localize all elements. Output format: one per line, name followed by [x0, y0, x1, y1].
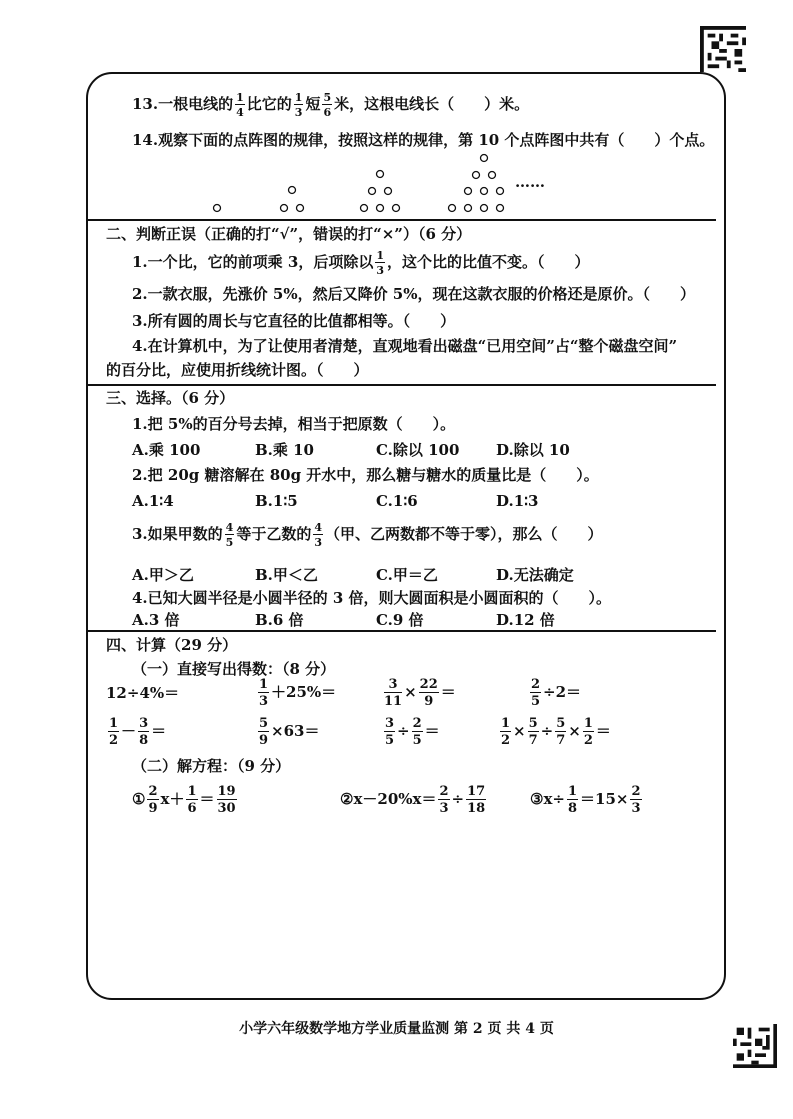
- subsection-direct-answers: （一）直接写出得数：（8 分）: [132, 660, 336, 678]
- choice-question-2: 2.把 20g 糖溶解在 80g 开水中，那么糖与糖水的质量比是（ ）。: [132, 466, 599, 484]
- fraction: $\frac{5}{7}$: [556, 716, 566, 748]
- dot: [497, 188, 504, 195]
- calc-r2-c2: $\frac{5}{9}$ ×63＝: [259, 716, 320, 748]
- equation-2: ②x－20%x＝ $\frac{2}{3}$ ÷ $\frac{17}{18}$: [340, 784, 486, 816]
- choice-3-option-d: D.无法确定: [496, 566, 574, 584]
- fraction: $\frac{2}{5}$: [531, 677, 541, 709]
- choice-1-option-b: B.乘 10: [255, 441, 314, 459]
- dot: [481, 205, 488, 212]
- choice-2-option-b: B.1∶5: [255, 492, 298, 510]
- dot: [473, 172, 480, 179]
- choice-question-3: 3.如果甲数的 $\frac{4}{5}$ 等于乙数的 $\frac{4}{3}$ （甲、乙两数都不等于零），那么（ ）: [132, 521, 603, 549]
- dot: [289, 187, 296, 194]
- choice-question-4: 4.已知大圆半径是小圆半径的 3 倍，则大圆面积是小圆面积的（ ）。: [132, 589, 612, 607]
- choice-question-1: 1.把 5%的百分号去掉，相当于把原数（ ）。: [132, 415, 456, 433]
- divider-3: [86, 630, 716, 632]
- judge-item-3: 3.所有圆的周长与它直径的比值都相等。（ ）: [132, 312, 456, 330]
- dot: [489, 172, 496, 179]
- dot: [465, 188, 472, 195]
- fraction: $\frac{3}{11}$: [384, 677, 403, 709]
- equation-1: ① $\frac{2}{9}$ x＋ $\frac{1}{6}$ ＝ $\frac{19}{30}$: [132, 784, 236, 816]
- question-13: 13.一根电线的 $\frac{1}{4}$ 比它的 $\frac{1}{3}$ 短 $\frac{5}{6}$ 米，这根电线长（ ）米。: [132, 91, 530, 119]
- fraction: $\frac{5}{9}$: [259, 716, 269, 748]
- dot: [481, 155, 488, 162]
- fraction: $\frac{5}{6}$: [323, 91, 332, 119]
- fraction: $\frac{1}{4}$: [236, 91, 244, 119]
- fraction: $\frac{3}{8}$: [139, 716, 149, 748]
- choice-3-option-a: A.甲＞乙: [132, 566, 194, 584]
- fraction: $\frac{4}{5}$: [225, 521, 234, 549]
- judge-item-2: 2.一款衣服，先涨价 5%，然后又降价 5%，现在这款衣服的价格还是原价。（ ）: [132, 285, 695, 303]
- fraction: $\frac{1}{2}$: [109, 716, 119, 748]
- dot: [377, 205, 384, 212]
- fraction: $\frac{22}{9}$: [419, 677, 438, 709]
- calc-r1-c3: $\frac{3}{11}$ × $\frac{22}{9}$ ＝: [384, 677, 456, 709]
- fraction: $\frac{5}{7}$: [528, 716, 538, 748]
- calc-r2-c3: $\frac{3}{5}$ ÷ $\frac{2}{5}$ ＝: [385, 716, 440, 748]
- fraction: $\frac{17}{18}$: [467, 784, 486, 816]
- fraction: $\frac{19}{30}$: [217, 784, 236, 816]
- dot-pattern-ellipsis: ……: [515, 173, 545, 191]
- dot-pattern-figures: [205, 150, 505, 220]
- judge-item-1: 1.一个比，它的前项乘 3，后项除以 $\frac{1}{3}$ ，这个比的比值不变。（ ）: [132, 249, 590, 277]
- page-footer: 小学六年级数学地方学业质量监测 第 2 页 共 4 页: [239, 1021, 554, 1037]
- qr-code-top: [700, 26, 746, 72]
- calc-r2-c1: $\frac{1}{2}$ － $\frac{3}{8}$ ＝: [109, 716, 167, 748]
- question-14: 14.观察下面的点阵图的规律，按照这样的规律，第 10 个点阵图中共有（ ）个点。: [132, 131, 715, 149]
- calc-r1-c1: 12÷4%＝: [106, 684, 180, 702]
- subsection-solve-equations: （二）解方程：（9 分）: [132, 757, 291, 775]
- fraction: $\frac{1}{3}$: [259, 677, 269, 709]
- calc-r1-c4: $\frac{2}{5}$ ÷2＝: [531, 677, 582, 709]
- dot: [481, 188, 488, 195]
- dot: [385, 188, 392, 195]
- choice-1-option-c: C.除以 100: [376, 441, 460, 459]
- fraction: $\frac{2}{3}$: [631, 784, 641, 816]
- fraction: $\frac{1}{6}$: [187, 784, 197, 816]
- dot: [369, 188, 376, 195]
- fraction: $\frac{1}{3}$: [376, 249, 384, 277]
- dot: [465, 205, 472, 212]
- choice-4-option-b: B.6 倍: [255, 611, 304, 629]
- choice-3-option-c: C.甲＝乙: [376, 566, 438, 584]
- choice-1-option-d: D.除以 10: [496, 441, 570, 459]
- choice-2-option-a: A.1∶4: [132, 492, 174, 510]
- judge-item-4-line-2: 的百分比，应使用折线统计图。（ ）: [106, 361, 369, 379]
- calc-r1-c2: $\frac{1}{3}$ ＋25%＝: [259, 677, 337, 709]
- fraction: $\frac{2}{9}$: [148, 784, 158, 816]
- fraction: $\frac{4}{3}$: [314, 521, 322, 549]
- calc-r2-c4: $\frac{1}{2}$ × $\frac{5}{7}$ ÷ $\frac{5}{7}$ × $\frac{1}{2}$ ＝: [501, 716, 611, 748]
- dot: [449, 205, 456, 212]
- section-2-title: 二、判断正误（正确的打“√”，错误的打“×”）（6 分）: [106, 225, 472, 243]
- dot: [281, 205, 288, 212]
- choice-4-option-d: D.12 倍: [496, 611, 555, 629]
- judge-item-4-line-1: 4.在计算机中，为了让使用者清楚，直观地看出磁盘“已用空间”占“整个磁盘空间”: [132, 337, 678, 355]
- equation-3: ③x÷ $\frac{1}{8}$ ＝15× $\frac{2}{3}$: [530, 784, 641, 816]
- fraction: $\frac{2}{3}$: [439, 784, 449, 816]
- dot: [214, 205, 221, 212]
- section-3-title: 三、选择。（6 分）: [106, 389, 235, 407]
- fraction: $\frac{2}{5}$: [412, 716, 422, 748]
- divider-2: [86, 384, 716, 386]
- fraction: $\frac{1}{2}$: [583, 716, 593, 748]
- fraction: $\frac{1}{2}$: [501, 716, 511, 748]
- fraction: $\frac{1}{8}$: [567, 784, 578, 816]
- choice-4-option-c: C.9 倍: [376, 611, 424, 629]
- fraction: $\frac{1}{3}$: [294, 91, 303, 119]
- dot: [377, 171, 384, 178]
- dot: [361, 205, 368, 212]
- fraction: $\frac{3}{5}$: [385, 716, 395, 748]
- section-4-title: 四、计算（29 分）: [106, 636, 238, 654]
- choice-3-option-b: B.甲＜乙: [255, 566, 318, 584]
- choice-4-option-a: A.3 倍: [132, 611, 180, 629]
- dot: [393, 205, 400, 212]
- choice-1-option-a: A.乘 100: [132, 441, 201, 459]
- dot: [297, 205, 304, 212]
- dot: [497, 205, 504, 212]
- choice-2-option-d: D.1∶3: [496, 492, 539, 510]
- choice-2-option-c: C.1∶6: [376, 492, 418, 510]
